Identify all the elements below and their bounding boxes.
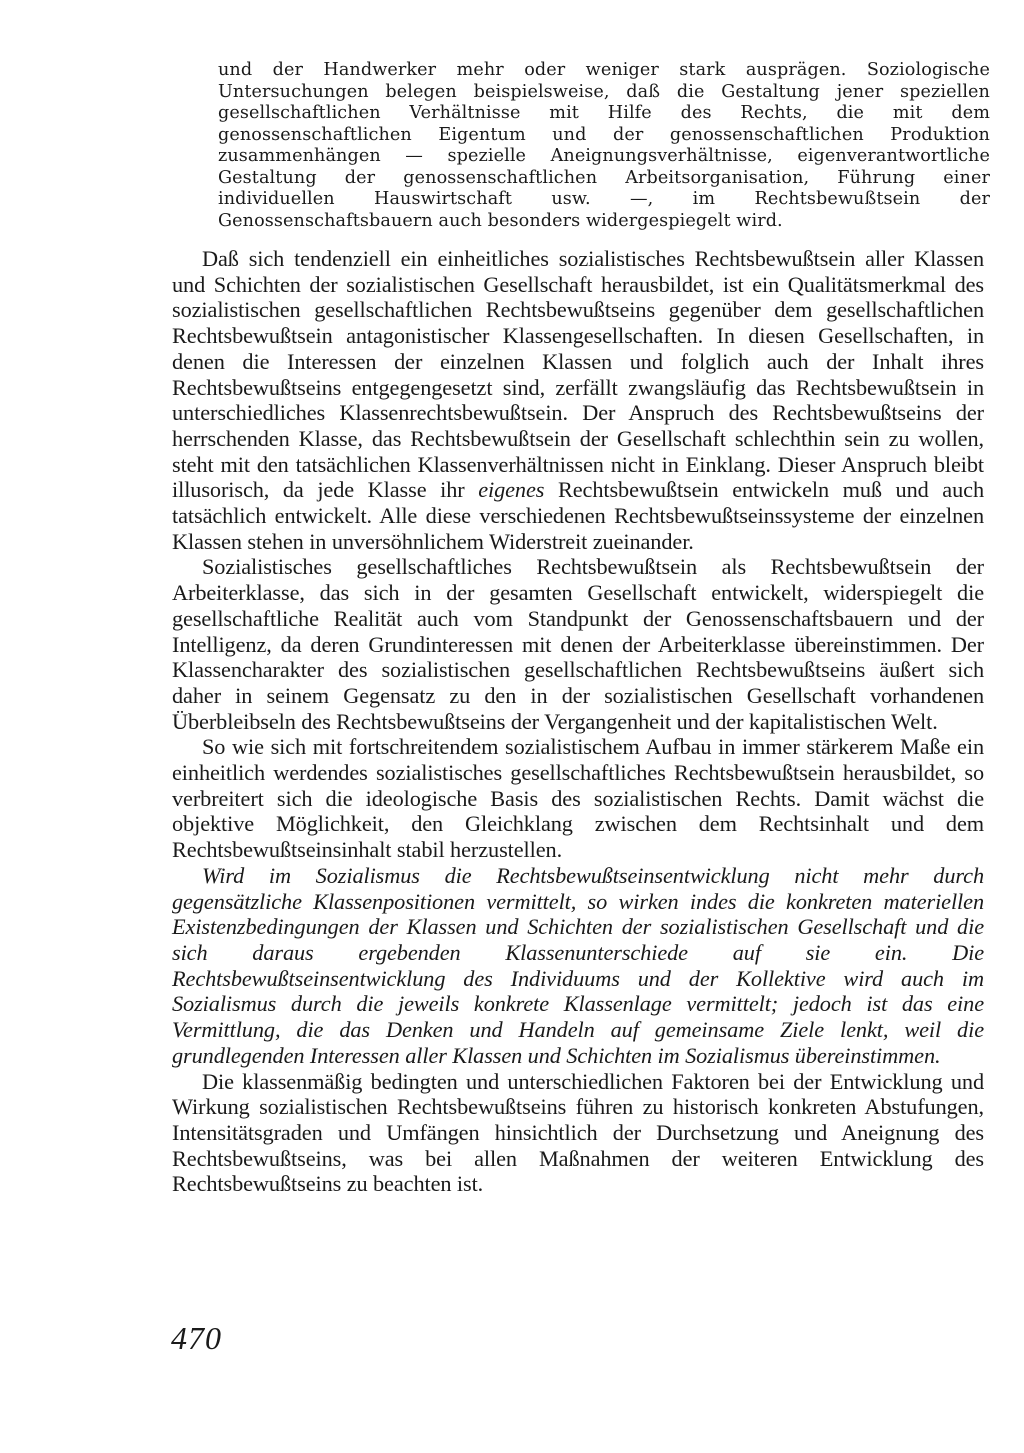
emphasis-eigenes: eigenes — [478, 477, 545, 503]
paragraph-italic-socialism: Wird im Sozialismus die Rechtsbewußtseinsentwicklung nicht mehr durch gegensätzliche Klassenpositionen vermittelt, so wirken indes die konkreten materiellen Existenzbedingungen der Klassen und Schichten der sozialistischen Gesellschaft und die sich daraus ergebenden Klassenunterschiede auf sie ein. Die Rechtsbewußtseinsentwicklung des Individuums und der Kollektive wird auch im Sozialismus durch die jeweils konkrete Klassenlage vermittelt; jedoch ist das eine Vermittlung, die das Denken und Handeln auf gemeinsame Ziele lenkt, weil die grundlegenden Interessen aller Klassen und Schichten im Sozialismus übereinstimmen. — [172, 862, 984, 1068]
paragraph-working-class: Sozialistisches gesellschaftliches Rechtsbewußtsein als Rechtsbewußtsein der Arbeiterklasse, das sich in der gesamten Gesellschaft entwickelt, widerspiegelt die gesellschaftliche Realität auch vom Standpunkt der Genossenschaftsbauern und der Intelligenz, da deren Grundinteressen mit denen der Arbeiterklasse übereinstimmen. Der Klassencharakter des sozialistischen gesellschaftlichen Rechtsbewußtseins äußert sich daher in seinem Gegensatz zu den in der sozialistischen Gesellschaft vorhandenen Überbleibseln des Rechtsbewußtseins der Vergangenheit und der kapitalistischen Welt. — [172, 554, 984, 734]
paragraph-text-end: Rechtsbewußtsein entwickeln muß und auch tatsächlich entwickelt. Alle diese verschiedenen Rechtsbewußtseinssysteme der einzelnen Klassen stehen in unversöhnlichem Widerstreit zueinander. — [172, 477, 984, 554]
paragraph-text-start: Daß sich tendenziell ein einheitliches sozialistisches Rechtsbewußtsein aller Klassen und Schichten der sozialistischen Gesellschaft herausbildet, ist ein Qualitätsmerkmal des sozialistischen gesellschaftlichen Rechtsbewußtseins gegenüber dem gesellschaftlichen Rechtsbewußtsein antagonistischer Klassengesellschaften. In diesen Gesellschaften, in denen die Interessen der einzelnen Klassen und folglich auch der Inhalt ihres Rechtsbewußtseins entgegengesetzt sind, zerfällt zwangsläufig das Rechtsbewußtsein in unterschiedliches Klassenrechtsbewußtsein. Der Anspruch des Rechtsbewußtseins der herrschenden Klasse, das Rechtsbewußtsein der Gesellschaft schlechthin sein zu wollen, steht mit den tatsächlichen Klassenverhältnissen nicht in Einklang. Dieser Anspruch bleibt illusorisch, da jede Klasse ihr — [172, 246, 984, 503]
paragraph-ideological-basis: So wie sich mit fortschreitendem sozialistischem Aufbau in immer stärkerem Maße ein einheitlich werdendes sozialistisches gesellschaftliches Rechtsbewußtsein herausbildet, so verbreitert sich die ideologische Basis des sozialistischen Rechts. Damit wächst die objektive Möglichkeit, den Gleichklang zwischen dem Rechtsinhalt und dem Rechtsbewußtseinsinhalt stabil herzustellen. — [172, 734, 984, 863]
paragraph-class-consciousness — [172, 246, 984, 554]
body-text — [172, 246, 984, 1197]
page-number: 470 — [171, 1320, 222, 1356]
paragraph-class-factors: Die klassenmäßig bedingten und unterschiedlichen Faktoren bei der Entwicklung und Wirkung sozialistischen Rechtsbewußtseins führen zu historisch konkreten Abstufungen, Intensitätsgraden und Umfängen hinsichtlich der Durchsetzung und Aneignung des Rechtsbewußtseins, was bei allen Maßnahmen der weiteren Entwicklung des Rechtsbewußtseins zu beachten ist. — [172, 1068, 984, 1197]
indented-quote-paragraph: und der Handwerker mehr oder weniger stark ausprägen. Soziologische Untersuchungen belegen beispielsweise, daß die Gestaltung jener speziellen gesellschaftlichen Verhältnisse mit Hilfe des Rechts, die mit dem genossenschaftlichen Eigentum und der genossenschaftlichen Produktion zusammenhängen — spezielle Aneignungsverhältnisse, eigenverantwortliche Gestaltung der genossenschaftlichen Arbeitsorganisation, Führung einer individuellen Hauswirtschaft usw. —, im Rechtsbewußtsein der Genossenschaftsbauern auch besonders widergespiegelt wird. — [218, 60, 990, 231]
